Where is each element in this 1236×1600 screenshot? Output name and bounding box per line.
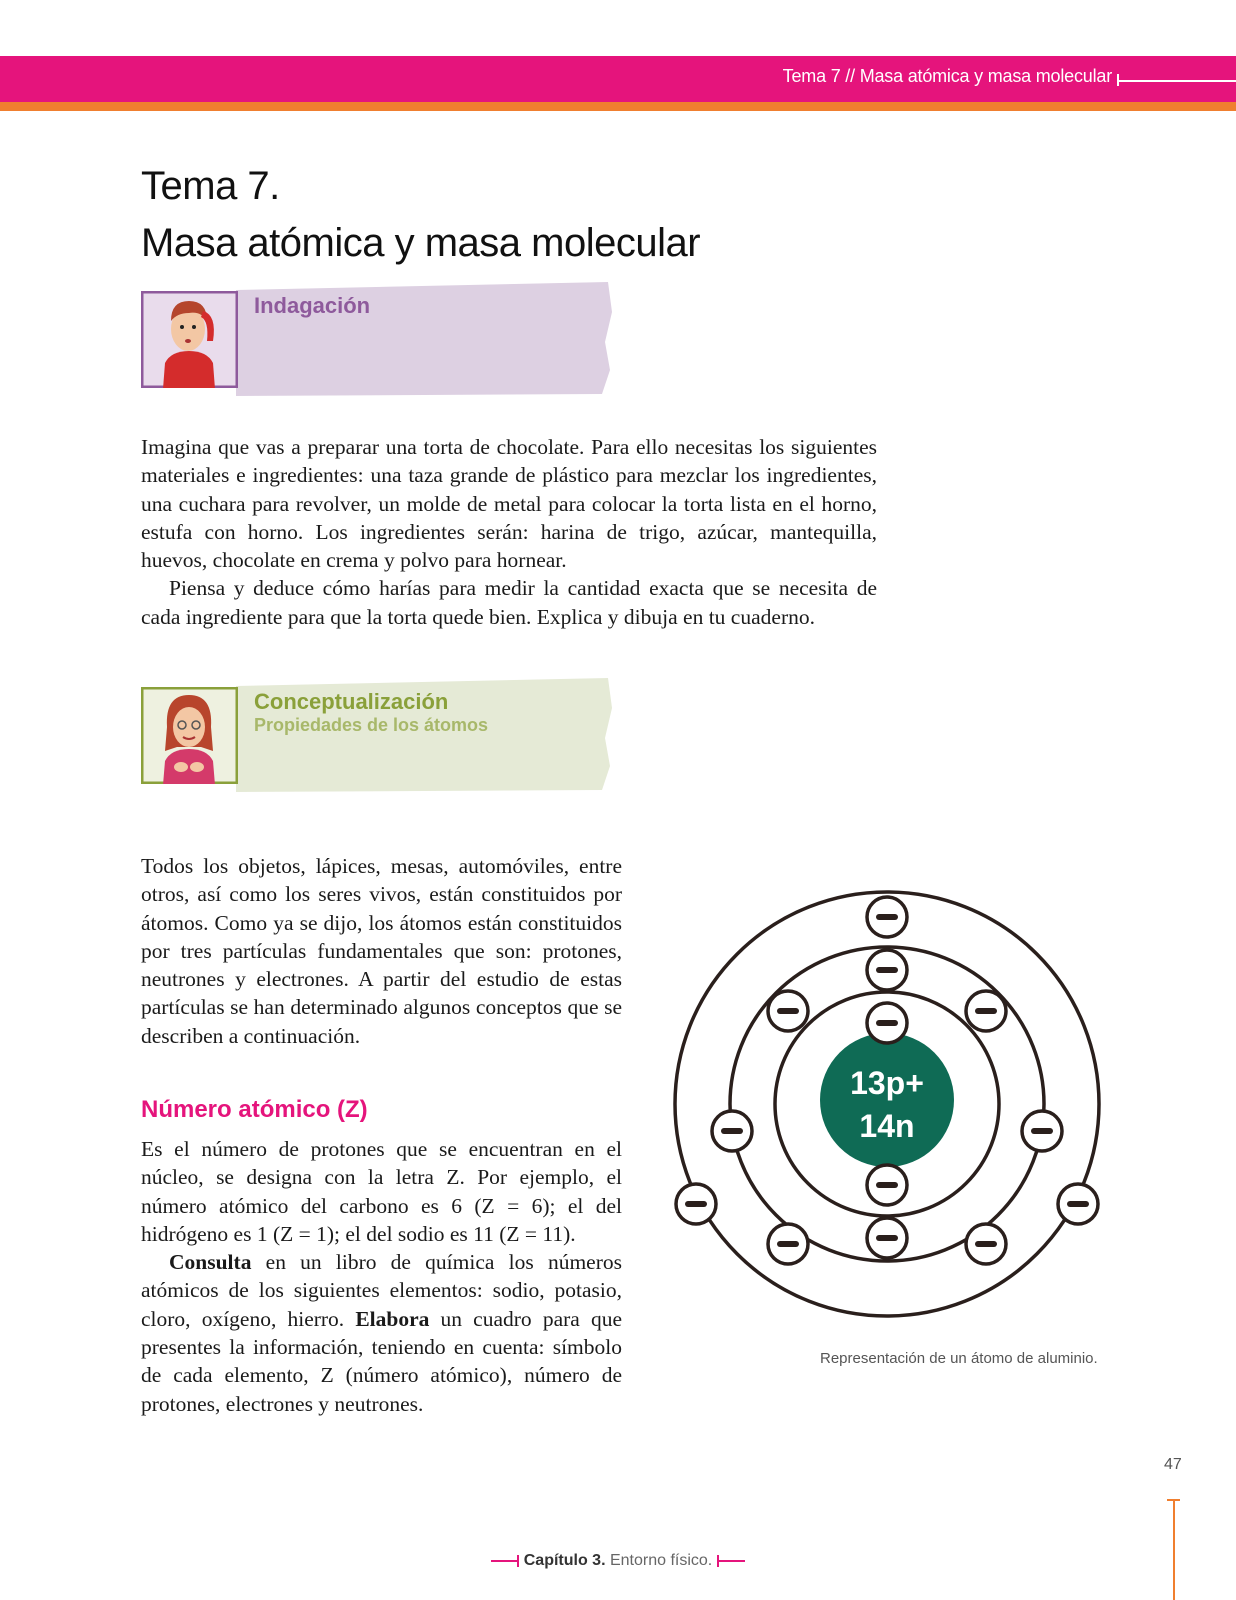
electron-minus-sign (685, 1201, 707, 1207)
atom-caption: Representación de un átomo de aluminio. (820, 1350, 1098, 1367)
electron-minus-sign (876, 1020, 898, 1026)
electron (768, 1224, 808, 1264)
electron-minus-sign (1031, 1128, 1053, 1134)
electron (867, 1165, 907, 1205)
electron (867, 950, 907, 990)
electron-minus-sign (975, 1008, 997, 1014)
conceptualizacion-paragraph: Todos los objetos, lápices, mesas, automóviles, entre otros, así como los seres vivos, están constituidos por átomos. Como ya se dijo, los átomos están constituidos por tres partículas fundamentales que son: protones, neutrones y electrones. A partir del estudio de estas partículas se han determinado algunos conceptos que se describen a continuación. (141, 854, 622, 1048)
electron-minus-sign (876, 1182, 898, 1188)
numero-atomico-paragraph-2 (141, 1248, 622, 1418)
electron-minus-sign (777, 1241, 799, 1247)
numero-atomico-text (141, 1135, 622, 1418)
nucleus-neutrons: 14n (859, 1108, 915, 1144)
running-title: Tema 7 // Masa atómica y masa molecular (782, 66, 1112, 86)
conceptualizacion-character-icon (141, 687, 238, 784)
numero-atomico-paragraph-1: Es el número de protones que se encuentran en el núcleo, se designa con la letra Z. Por ejemplo, el número atómico del carbono es 6 (Z = 6); el del hidrógeno es 1 (Z = 1); el del sodio es 11 (Z = 11). (141, 1137, 622, 1246)
header-accent-stripe (0, 102, 1236, 111)
electron (768, 991, 808, 1031)
consulta-bold: Consulta (169, 1250, 252, 1275)
footer-subject: Entorno físico. (609, 1552, 713, 1569)
title-line-1: Tema 7. (141, 164, 280, 208)
electron (676, 1184, 716, 1224)
electron (712, 1111, 752, 1151)
elabora-bold: Elabora (355, 1306, 430, 1331)
consulta-text: en un libro de química los números atómicos de los siguientes elementos: sodio, potasio, cloro, oxígeno, hierro. (141, 1250, 622, 1331)
elabora-text: un cuadro para que presentes la información, teniendo en cuenta: símbolo de cada elemento, Z (número atómico), número de protones, electrones y neutrones. (141, 1306, 622, 1416)
footer-chapter: Capítulo 3. (523, 1552, 606, 1569)
electron-minus-sign (975, 1241, 997, 1247)
electron (1022, 1111, 1062, 1151)
electron-minus-sign (876, 967, 898, 973)
conceptualizacion-subtitle: Propiedades de los átomos (254, 715, 489, 735)
footer-left-rule (491, 1560, 519, 1562)
title-line-2: Masa atómica y masa molecular (141, 221, 701, 265)
conceptualizacion-text (141, 852, 622, 1050)
electron-minus-sign (721, 1128, 743, 1134)
indagacion-label: Indagación (254, 293, 371, 318)
indagacion-paragraph-1: Imagina que vas a preparar una torta de chocolate. Para ello necesitas los siguientes materiales e ingredientes: una taza grande de plástico para mezclar los ingredientes, una cuchara para revolver, un molde de metal para colocar la torta lista en el horno, estufa con horno. Los ingredientes serán: harina de trigo, azúcar, mantequilla, huevos, chocolate en crema y polvo para hornear. (141, 435, 877, 573)
electron (867, 897, 907, 937)
indagacion-character-icon (141, 291, 238, 388)
electron-minus-sign (876, 1235, 898, 1241)
footer-right-rule (717, 1560, 745, 1562)
page-number: 47 (1164, 1456, 1182, 1473)
electron (966, 1224, 1006, 1264)
indagacion-text (141, 433, 877, 631)
side-rule (1173, 1500, 1175, 1600)
nucleus (820, 1033, 954, 1167)
electron (867, 1003, 907, 1043)
header-rule (1118, 80, 1236, 82)
electron-minus-sign (777, 1008, 799, 1014)
electron-minus-sign (1067, 1201, 1089, 1207)
page-title (141, 158, 700, 272)
footer (0, 1552, 1236, 1570)
electron (966, 991, 1006, 1031)
numero-atomico-heading: Número atómico (Z) (141, 1096, 368, 1123)
electron-minus-sign (876, 914, 898, 920)
conceptualizacion-label: Conceptualización (254, 689, 449, 714)
indagacion-paragraph-2: Piensa y deduce cómo harías para medir la cantidad exacta que se necesita de cada ingrediente para que la torta quede bien. Explica y dibuja en tu cuaderno. (141, 576, 877, 629)
nucleus-protons: 13p+ (850, 1065, 924, 1101)
atom-diagram (650, 850, 1130, 1330)
electron (867, 1218, 907, 1258)
electron (1058, 1184, 1098, 1224)
